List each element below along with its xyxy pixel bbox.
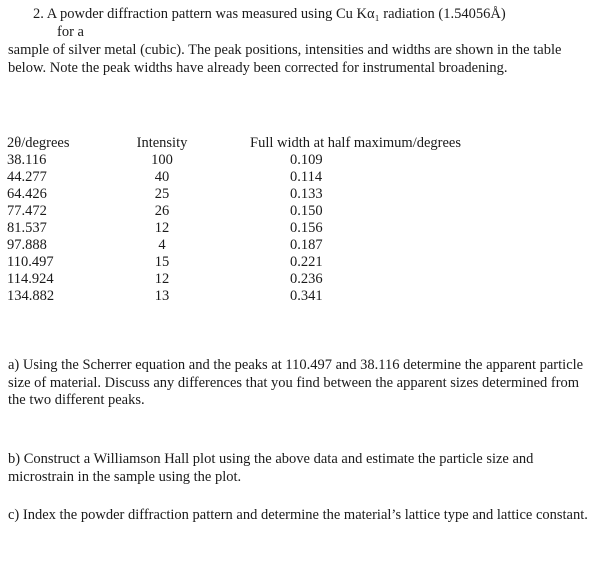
cell-intensity: 15 [154,254,170,270]
part-c-text: c) Index the powder diffraction pattern and determine the material’s lattice type and lattice constant. [8,507,588,523]
part-b-text: b) Construct a Williamson Hall plot using the above data and estimate the particle size and microstrain in the sample using the plot. [8,451,534,485]
cell-two-theta: 81.537 [7,220,47,236]
cell-intensity: 40 [154,169,170,185]
table-row [7,152,590,169]
cell-two-theta: 134.882 [7,288,55,304]
diffraction-data-table [7,135,590,305]
header-intensity: Intensity [136,135,188,151]
cell-two-theta: 38.116 [7,152,47,168]
cell-two-theta: 77.472 [7,203,47,219]
cell-two-theta: 97.888 [7,237,47,253]
question-heading: 2. A powder diffraction pattern was measured using Cu Kα₁ radiation (1.54056Å) [33,6,506,22]
table-row [7,169,590,186]
cell-fwhm: 0.187 [290,237,323,253]
header-two-theta: 2θ/degrees [7,135,70,151]
cell-intensity: 4 [158,237,166,253]
cell-intensity: 12 [154,271,170,287]
cell-intensity: 26 [154,203,170,219]
cell-fwhm: 0.133 [290,186,323,202]
cell-two-theta: 114.924 [7,271,54,287]
table-row [7,203,590,220]
cell-two-theta: 44.277 [7,169,47,185]
table-row [7,271,590,288]
cell-intensity: 100 [151,152,173,168]
table-row [7,254,590,271]
cell-intensity: 13 [154,288,170,304]
cell-fwhm: 0.150 [290,203,323,219]
part-a-text: a) Using the Scherrer equation and the peaks at 110.497 and 38.116 determine the apparent particle size of material. Discuss any differences that you find between the apparent sizes determined from the two different peaks. [8,357,584,408]
cell-fwhm: 0.341 [290,288,323,304]
cell-fwhm: 0.114 [290,169,323,185]
table-row [7,237,590,254]
question-heading-continued: for a [57,24,84,40]
question-description: sample of silver metal (cubic). The peak positions, intensities and widths are shown in the table below. Note the peak widths have already been corrected for instrumental broadening. [8,42,562,76]
cell-fwhm: 0.236 [290,271,323,287]
cell-intensity: 12 [154,220,170,236]
table-row [7,220,590,237]
cell-two-theta: 64.426 [7,186,47,202]
table-row [7,186,590,203]
cell-two-theta: 110.497 [7,254,54,270]
table-row [7,288,590,305]
cell-fwhm: 0.109 [290,152,323,168]
cell-intensity: 25 [154,186,170,202]
header-fwhm: Full width at half maximum/degrees [250,135,462,151]
cell-fwhm: 0.221 [290,254,323,270]
cell-fwhm: 0.156 [290,220,323,236]
table-header-row [7,135,590,152]
